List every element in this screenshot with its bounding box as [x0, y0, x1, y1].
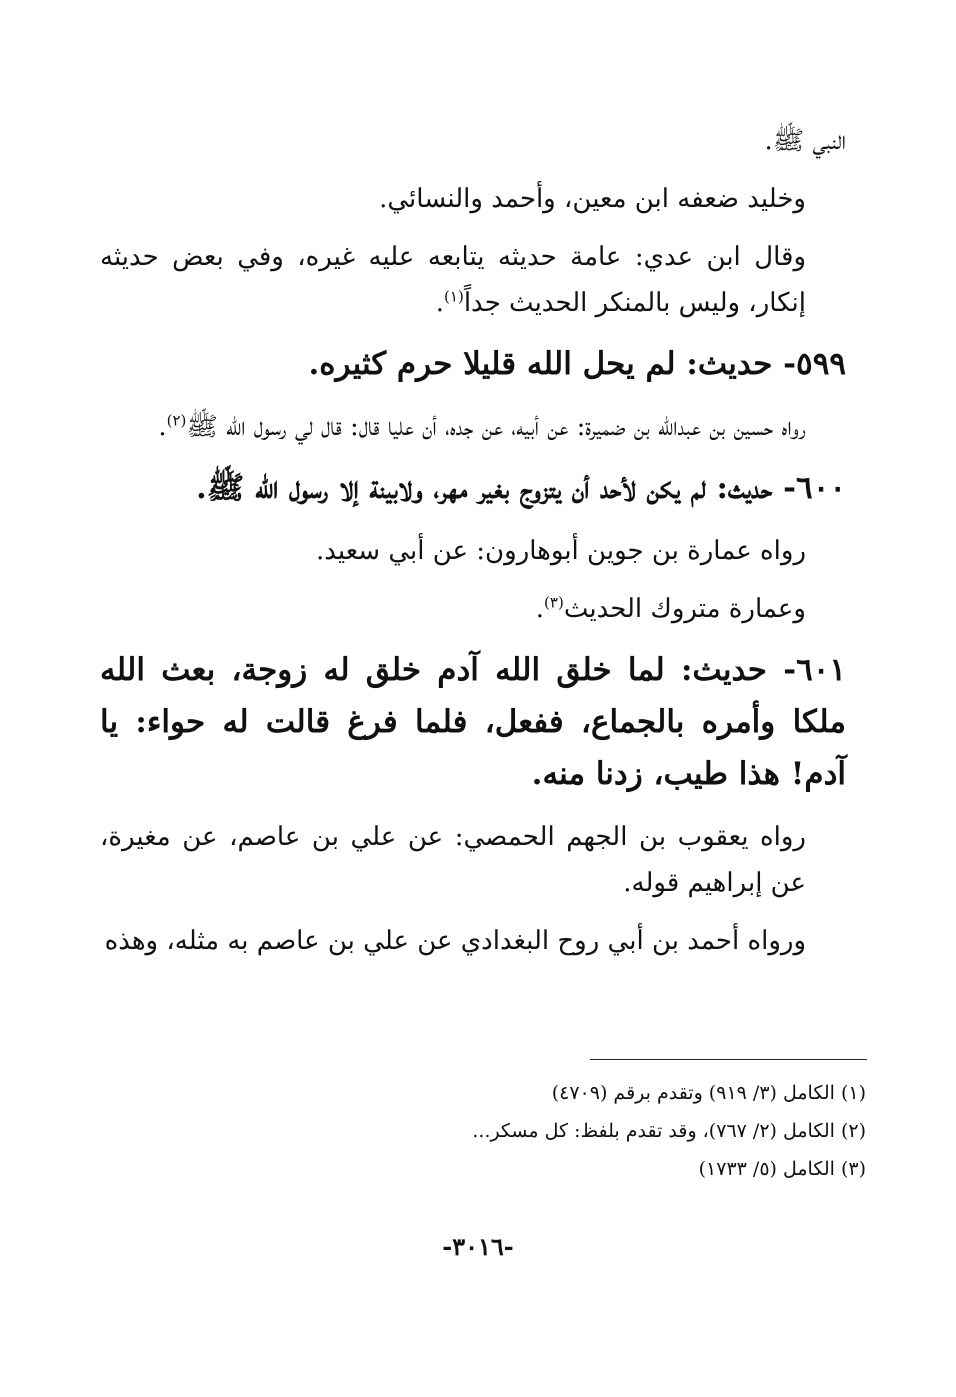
footnote-3: (٣) الكامل (٥/ ١٧٣٣) — [698, 1158, 866, 1180]
hadith-keyword: حديث: — [686, 346, 773, 382]
paragraph-text: النبي ﷺ. — [764, 126, 846, 156]
footnote-2: (٢) الكامل (٢/ ٧٦٧)، وقد تقدم بلفظ: كل مسكر... — [472, 1120, 866, 1142]
paragraph-end: . — [435, 288, 445, 318]
paragraph-text: وقال ابن عدي: عامة حديثه يتابعه عليه غيره، وفي بعض حديثه إنكار، وليس بالمنكر الحديث جداً — [100, 242, 807, 318]
footnote-ref: (٣) — [544, 593, 564, 612]
paragraph-text: رواه حسين بن عبدالله بن ضميرة: عن أبيه، عن جده، أن عليا قال: قال لي رسول الله ﷺ — [186, 412, 806, 442]
paragraph-umara-matruk — [100, 586, 846, 632]
paragraph-text: ورواه أحمد بن أبي روح البغدادي عن علي بن عاصم به مثله، وهذه — [104, 926, 806, 956]
footnote-ref: (٢) — [166, 411, 187, 430]
paragraph-text: وعمارة متروك الحديث — [563, 594, 806, 624]
paragraph-khulayd — [100, 176, 846, 222]
paragraph-text: وخليد ضعفه ابن معين، وأحمد والنسائي. — [379, 184, 806, 214]
hadith-keyword: حديث: — [680, 652, 767, 688]
paragraph-ibn-adi — [100, 234, 846, 326]
hadith-number: ٦٠٠- — [783, 470, 846, 506]
page-number: -٣٠١٦- — [442, 1232, 514, 1261]
paragraph-text: رواه عمارة بن جوين أبوهارون: عن أبي سعيد. — [315, 536, 806, 566]
main-text — [100, 118, 846, 976]
footnote-divider — [590, 1059, 867, 1060]
hadith-keyword: حديث: — [716, 470, 773, 506]
footnotes — [100, 1074, 866, 1188]
paragraph-yaqub — [100, 814, 846, 906]
hadith-heading-600 — [100, 462, 846, 514]
hadith-text: لما خلق الله آدم خلق له زوجة، بعث الله ملكا وأمره بالجماع، ففعل، فلما فرغ قالت له حواء: يا آدم! هذا طيب، زدنا منه. — [100, 652, 846, 792]
hadith-heading-601 — [100, 644, 846, 800]
paragraph-ahmad — [100, 918, 846, 964]
paragraph-end: . — [158, 412, 167, 442]
paragraph-husayn — [100, 404, 846, 450]
hadith-number: ٥٩٩- — [783, 346, 846, 382]
paragraph-umara — [100, 528, 846, 574]
hadith-heading-599 — [100, 338, 846, 390]
hadith-text: لم يكن لأحد أن يتزوج بغير مهر، ولابينة إلا رسول الله ﷺ. — [196, 470, 706, 506]
paragraph-text: رواه يعقوب بن الجهم الحمصي: عن علي بن عاصم، عن مغيرة، عن إبراهيم قوله. — [100, 822, 806, 898]
paragraph-end: . — [535, 594, 545, 624]
footnote-1: (١) الكامل (٣/ ٩١٩) وتقدم برقم (٤٧٠٩) — [551, 1082, 866, 1104]
hadith-text: لم يحل الله قليلا حرم كثيره. — [308, 346, 676, 382]
paragraph-continuation — [100, 118, 846, 164]
footnote-ref: (١) — [444, 287, 464, 306]
hadith-number: ٦٠١- — [783, 652, 847, 688]
